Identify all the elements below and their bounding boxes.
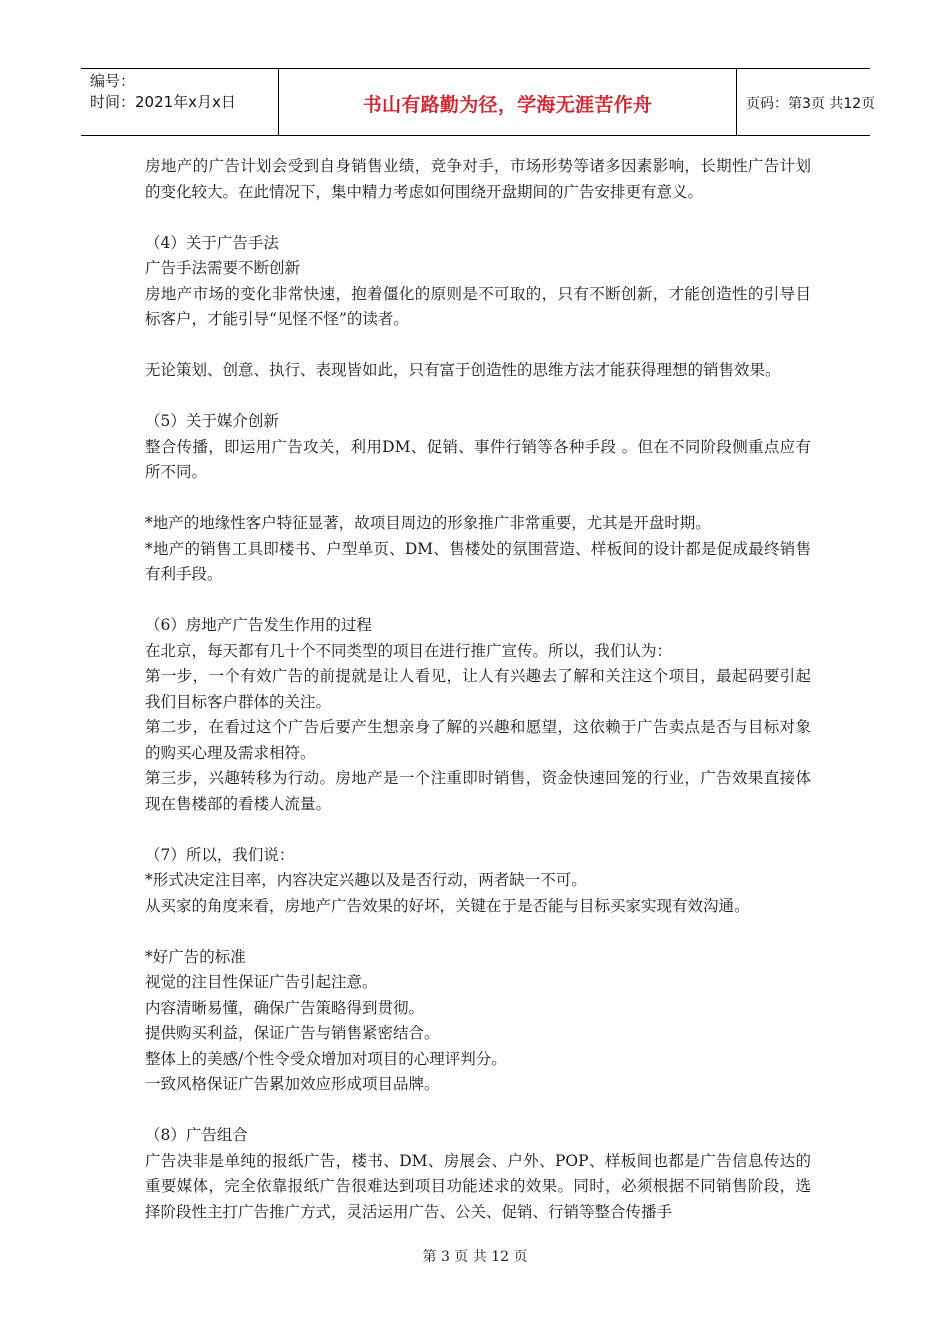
bullet-paragraph: *地产的销售工具即楼书、户型单页、DM、售楼处的氛围营造、样板间的设计都是促成最终销售有利手段。 (145, 539, 811, 583)
header-motto-cell (279, 69, 737, 135)
document-date-label: 时间：2021年x月x日 (90, 93, 236, 111)
section-heading: （4）关于广告手法 (145, 233, 279, 252)
document-body (145, 154, 811, 1225)
bullet-paragraph: *地产的地缘性客户特征显著，故项目周边的形象推广非常重要，尤其是开盘时期。 (145, 514, 711, 532)
section-heading: （6）房地产广告发生作用的过程 (145, 616, 372, 634)
paragraph: 第一步，一个有效广告的前提就是让人看见，让人有兴趣去了解和关注这个项目，最起码要引起我们目标客户群体的关注。 (145, 667, 811, 711)
header-motto: 书山有路勤为径，学海无涯苦作舟 (362, 94, 653, 116)
paragraph: 提供购买利益，保证广告与销售紧密结合。 (145, 1024, 440, 1042)
paragraph: 整体上的美感/个性令受众增加对项目的心理评判分。 (145, 1049, 507, 1068)
paragraph: 无论策划、创意、执行、表现皆如此，只有富于创造性的思维方法才能获得理想的销售效果。 (145, 361, 781, 379)
paragraph: 从买家的角度来看，房地产广告效果的好坏，关键在于是否能与目标买家实现有效沟通。 (145, 896, 750, 915)
header-info-cell (81, 69, 279, 135)
paragraph: 房地产市场的变化非常快速，抱着僵化的原则是不可取的，只有不断创新，才能创造性的引导目标客户，才能引导“见怪不怪”的读者。 (145, 284, 811, 328)
paragraph: 内容清晰易懂，确保广告策略得到贯彻。 (145, 998, 425, 1017)
paragraph: 房地产的广告计划会受到自身销售业绩，竞争对手，市场形势等诸多因素影响，长期性广告计划的变化较大。在此情况下，集中精力考虑如何围绕开盘期间的广告安排更有意义。 (145, 157, 811, 201)
section-heading: （8）广告组合 (145, 1126, 248, 1144)
paragraph: 广告决非是单纯的报纸广告，楼书、DM、房展会、户外、POP、样板间也都是广告信息传达的重要媒体，完全依靠报纸广告很难达到项目功能述求的效果。同时，必须根据不同销售阶段，选择阶段性主打广告推广方式，灵活运用广告、公关、促销、行销等整合传播手 (145, 1151, 811, 1221)
header-page-code: 页码：第3页 共12页 (746, 96, 876, 112)
paragraph: 视觉的注目性保证广告引起注意。 (145, 973, 378, 991)
page-footer: 第 3 页 共 12 页 (422, 1249, 528, 1265)
paragraph: 第三步，兴趣转移为行动。房地产是一个注重即时销售，资金快速回笼的行业，广告效果直接体现在售楼部的看楼人流量。 (145, 769, 811, 813)
bullet-paragraph: *形式决定注目率，内容决定兴趣以及是否行动，两者缺一不可。 (145, 871, 587, 889)
paragraph: 广告手法需要不断创新 (145, 259, 301, 277)
page-header (81, 68, 876, 136)
paragraph: 整合传播，即运用广告攻关，利用DM、促销、事件行销等各种手段 。但在不同阶段侧重点应有所不同。 (145, 437, 811, 481)
paragraph: 第二步，在看过这个广告后要产生想亲身了解的兴趣和愿望，这依赖于广告卖点是否与目标对象的购买心理及需求相符。 (145, 718, 811, 762)
bullet-paragraph: *好广告的标准 (145, 947, 246, 966)
document-number-label: 编号： (90, 72, 136, 90)
paragraph: 在北京，每天都有几十个不同类型的项目在进行推广宣传。所以，我们认为： (145, 641, 673, 660)
paragraph: 一致风格保证广告累加效应形成项目品牌。 (145, 1075, 440, 1093)
header-page-cell (737, 69, 876, 135)
section-heading: （7）所以，我们说： (145, 845, 295, 864)
section-heading: （5）关于媒介创新 (145, 412, 279, 430)
